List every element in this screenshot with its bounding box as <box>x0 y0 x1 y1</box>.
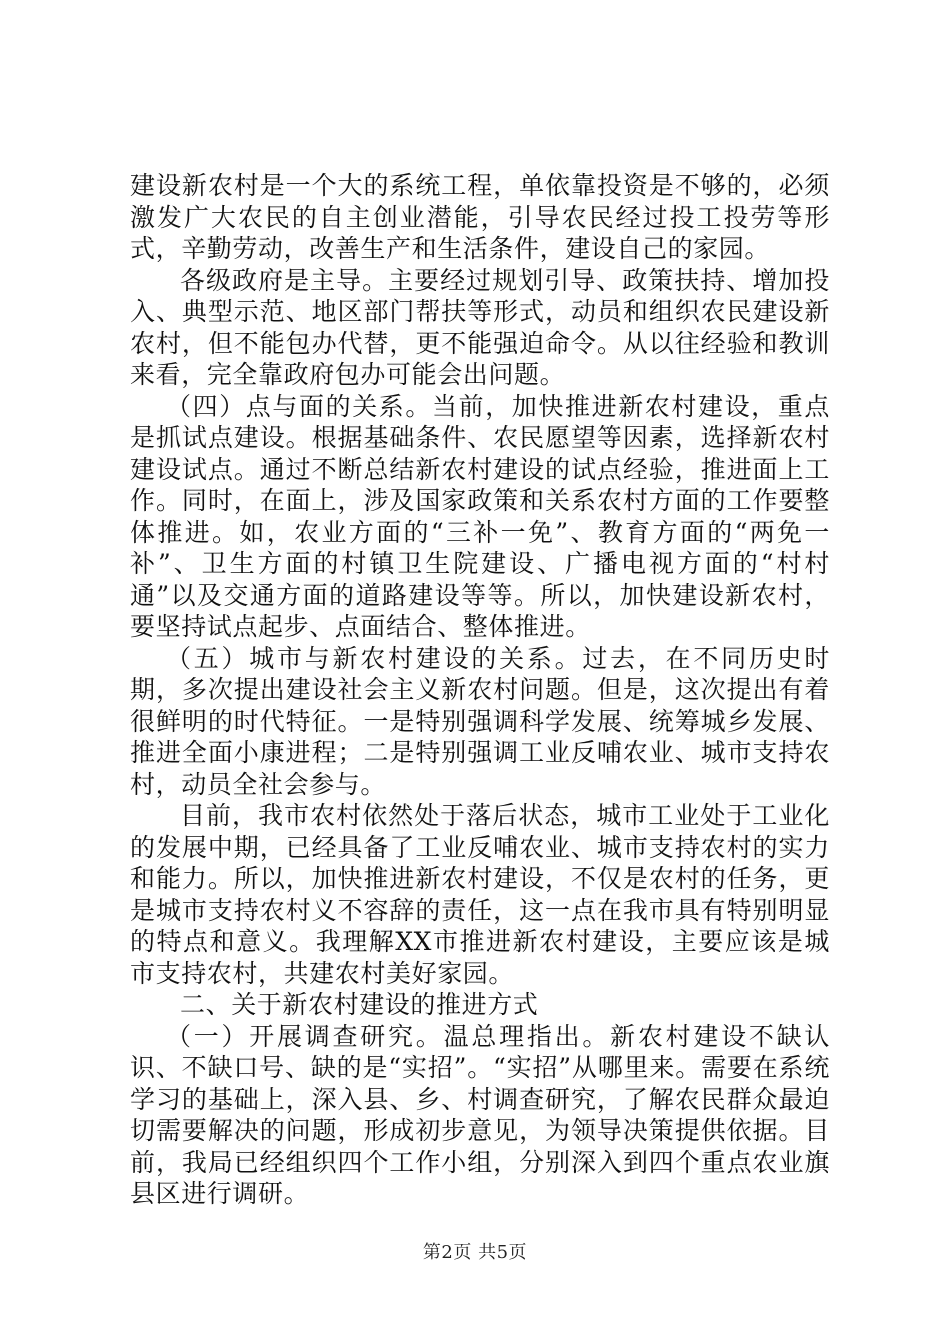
section-heading-two: 二、关于新农村建设的推进方式 <box>180 990 539 1019</box>
paragraph-government-role: 各级政府是主导。主要经过规划引导、政策扶持、增加投入、典型示范、地区部门帮扶等形式，动员和组织农民建设新农村，但不能包办代替，更不能强迫命令。从以往经验和教训来看，完全靠政府包办可能会出问题。 <box>130 265 830 389</box>
page-number-footer: 第2页 共5页 <box>422 1242 528 1263</box>
paragraph-section-five: （五）城市与新农村建设的关系。过去，在不同历史时期，多次提出建设社会主义新农村问题。但是，这次提出有着很鲜明的时代特征。一是特别强调科学发展、统筹城乡发展、推进全面小康进程；二是特别强调工业反哺农业、城市支持农村，动员全社会参与。 <box>130 643 830 799</box>
paragraph-subsection-one: （一）开展调查研究。温总理指出。新农村建设不缺认识、不缺口号、缺的是“实招”。“实招”从哪里来。需要在系统学习的基础上，深入县、乡、村调查研究，了解农民群众最迫切需要解决的问题，形成初步意见，为领导决策提供依据。目前，我局已经组织四个工作小组，分别深入到四个重点农业旗县区进行调研。 <box>130 1021 830 1208</box>
paragraph-section-four: （四）点与面的关系。当前，加快推进新农村建设，重点是抓试点建设。根据基础条件、农民愿望等因素，选择新农村建设试点。通过不断总结新农村建设的试点经验，推进面上工作。同时，在面上，涉及国家政策和关系农村方面的工作要整体推进。如，农业方面的“三补一免”、教育方面的“两免一补”、卫生方面的村镇卫生院建设、广播电视方面的“村村通”以及交通方面的道路建设等等。所以，加快建设新农村，要坚持试点起步、点面结合、整体推进。 <box>130 391 830 641</box>
paragraph-continuation: 建设新农村是一个大的系统工程，单依靠投资是不够的，必须激发广大农民的自主创业潜能，引导农民经过投工投劳等形式，辛勤劳动，改善生产和生活条件，建设自己的家园。 <box>130 171 830 263</box>
document-body <box>130 170 830 1210</box>
paragraph-current-status: 目前，我市农村依然处于落后状态，城市工业处于工业化的发展中期，已经具备了工业反哺农业、城市支持农村的实力和能力。所以，加快推进新农村建设，不仅是农村的任务，更是城市支持农村义不容辞的责任，这一点在我市具有特别明显的特点和意义。我理解XX市推进新农村建设，主要应该是城市支持农村，共建农村美好家园。 <box>130 801 830 988</box>
